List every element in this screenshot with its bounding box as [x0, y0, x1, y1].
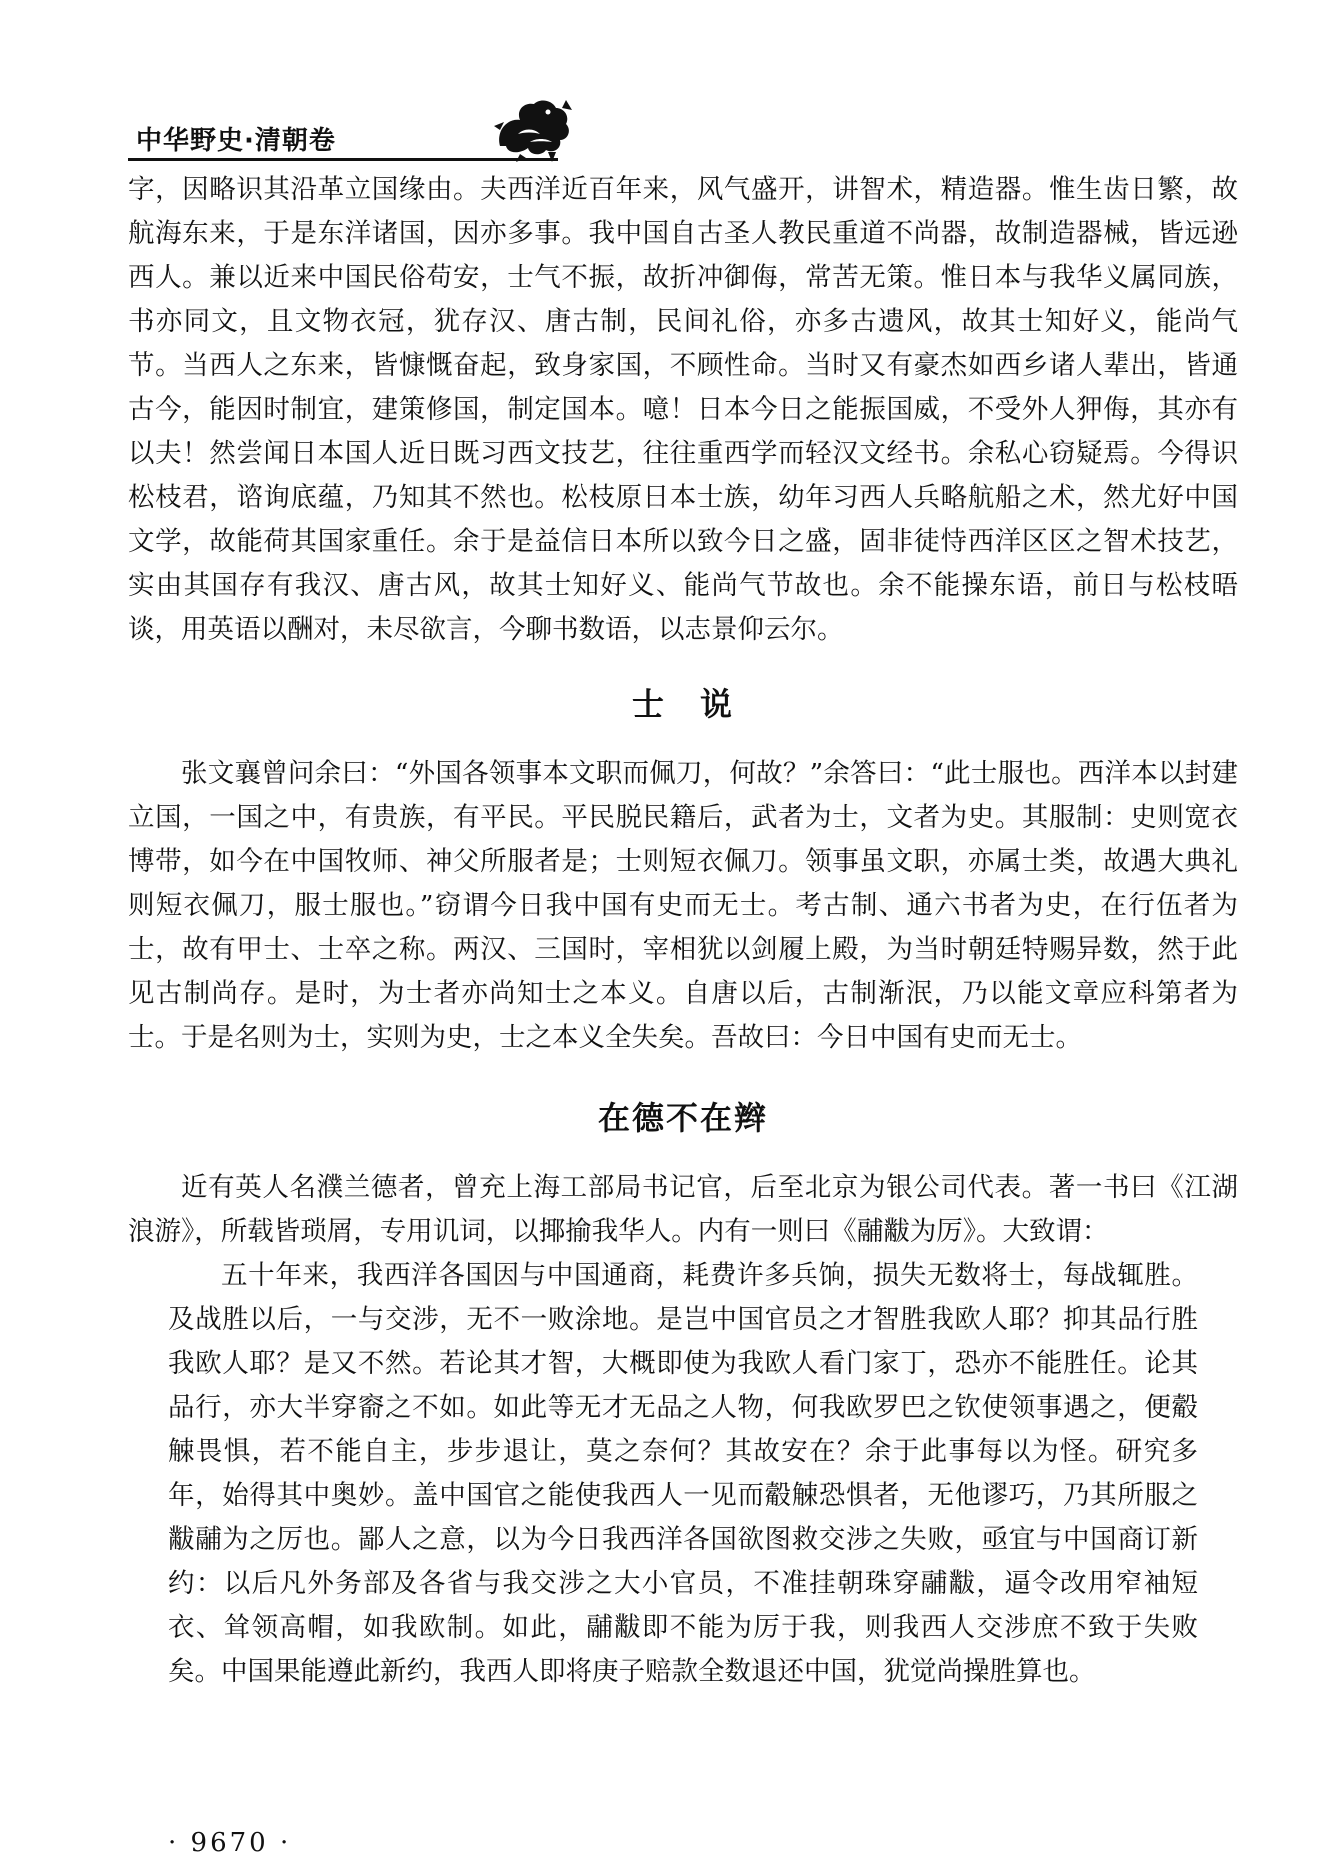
page-number: · 9670 · [168, 1828, 292, 1858]
body-paragraph: 张文襄曾问余曰：“外国各领事本文职而佩刀，何故？”余答曰：“此士服也。西洋本以封建立国，一国之中，有贵族，有平民。平民脱民籍后，武者为士，文者为史。其服制：史则宽衣博带，如今在中国牧师、神父所服者是；士则短衣佩刀。领事虽文职，亦属士类，故遇大典礼则短衣佩刀，服士服也。”窃谓今日我中国有史而无士。考古制、通六书者为史，在行伍者为士，故有甲士、士卒之称。两汉、三国时，宰相犹以剑履上殿，为当时朝廷特赐异数，然于此见古制尚存。是时，为士者亦尚知士之本义。自唐以后，古制渐泯，乃以能文章应科第者为士。于是名则为士，实则为史，士之本义全失矣。吾故曰：今日中国有史而无士。 [128, 758, 1238, 1053]
book-title: 中华野史·清朝卷 [136, 126, 336, 156]
running-header [128, 96, 1238, 164]
page-body [128, 168, 1238, 1694]
section-title: 士 说 [631, 685, 734, 723]
block-quote: 五十年来，我西洋各国因与中国通商，耗费许多兵饷，损失无数将士，每战辄胜。及战胜以后，一与交涉，无不一败涂地。是岂中国官员之才智胜我欧人耶？抑其品行胜我欧人耶？是又不然。若论其才智，大概即使为我欧人看门家丁，恐亦不能胜任。论其品行，亦大半穿窬之不如。如此等无才无品之人物，何我欧罗巴之钦使领事遇之，便觳觫畏惧，若不能自主，步步退让，莫之奈何？其故安在？余于此事每以为怪。研究多年，始得其中奥妙。盖中国官之能使我西人一见而觳觫恐惧者，无他谬巧，乃其所服之黻鬴为之厉也。鄙人之意，以为今日我西洋各国欲图救交涉之失败，亟宜与中国商订新约：以后凡外务部及各省与我交涉之大小官员，不准挂朝珠穿鬴黻，逼令改用窄袖短衣、耸领高帽，如我欧制。如此，鬴黻即不能为厉于我，则我西人交涉庶不致于失败矣。中国果能遵此新约，我西人即将庚子赔款全数退还中国，犹觉尚操胜算也。 [168, 1260, 1198, 1687]
header-rule [128, 158, 558, 161]
dragon-emblem-icon [490, 96, 574, 162]
body-paragraph: 近有英人名濮兰德者，曾充上海工部局书记官，后至北京为银公司代表。著一书曰《江湖浪游》，所载皆琐屑，专用讥词，以揶揄我华人。内有一则曰《鬴黻为厉》。大致谓： [128, 1172, 1238, 1247]
body-paragraph: 字，因略识其沿革立国缘由。夫西洋近百年来，风气盛开，讲智术，精造器。惟生齿日繁，故航海东来，于是东洋诸国，因亦多事。我中国自古圣人教民重道不尚器，故制造器械，皆远逊西人。兼以近来中国民俗苟安，士气不振，故折冲御侮，常苦无策。惟日本与我华义属同族，书亦同文，且文物衣冠，犹存汉、唐古制，民间礼俗，亦多古遗风，故其士知好义，能尚气节。当西人之东来，皆慷慨奋起，致身家国，不顾性命。当时又有豪杰如西乡诸人辈出，皆通古今，能因时制宜，建策修国，制定国本。噫！日本今日之能振国威，不受外人狎侮，其亦有以夫！然尝闻日本国人近日既习西文技艺，往往重西学而轻汉文经书。余私心窃疑焉。今得识松枝君，谘询底蕴，乃知其不然也。松枝原日本士族，幼年习西人兵略航船之术，然尤好中国文学，故能荷其国家重任。余于是益信日本所以致今日之盛，固非徒恃西洋区区之智术技艺，实由其国存有我汉、唐古风，故其士知好义、能尚气节故也。余不能操东语，前日与松枝晤谈，用英语以酬对，未尽欲言，今聊书数语，以志景仰云尔。 [128, 174, 1238, 645]
section-title: 在德不在辫 [597, 1099, 768, 1137]
